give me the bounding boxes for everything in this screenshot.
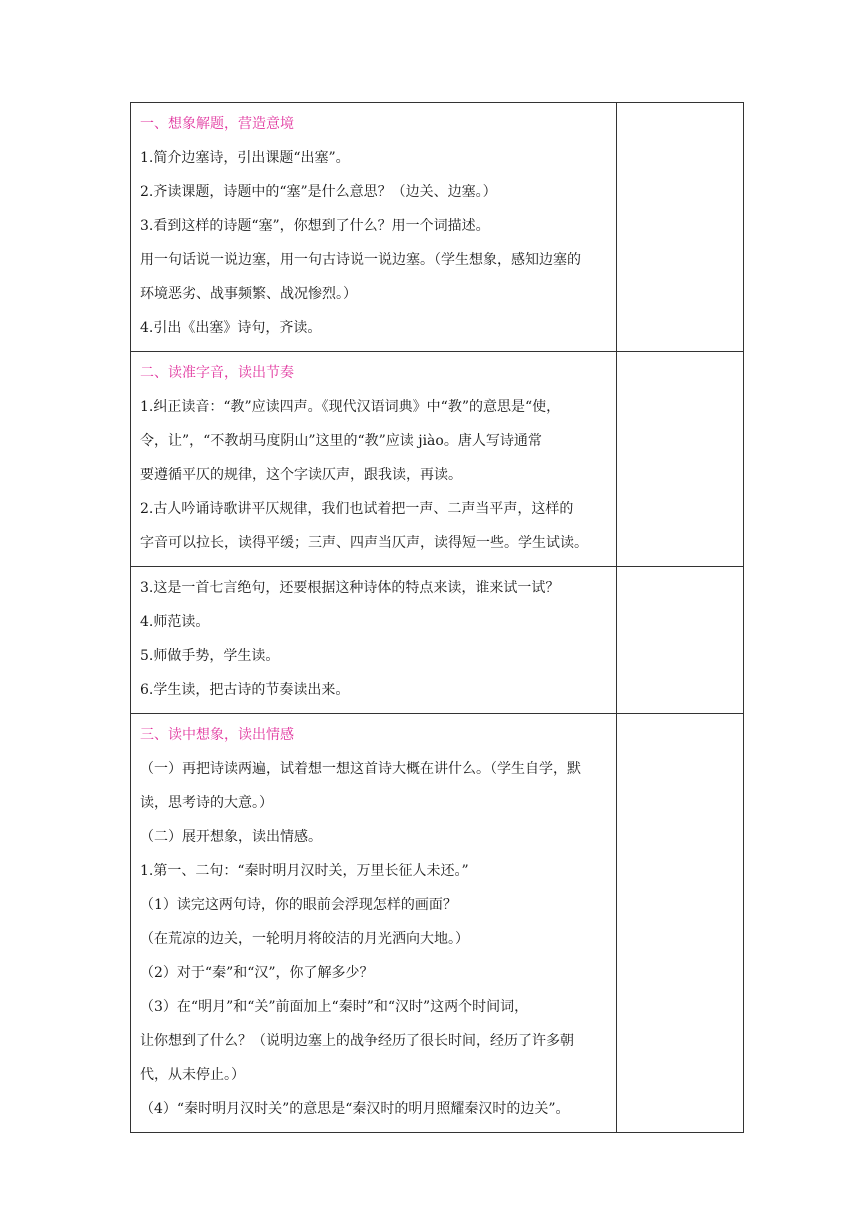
content-line: 4.师范读。: [140, 614, 210, 630]
content-line: （1）读完这两句诗，你的眼前会浮现怎样的画面？: [140, 897, 457, 913]
content-line: （二）展开想象，读出情感。: [140, 829, 322, 845]
content-line: 读，思考诗的大意。）: [140, 795, 273, 811]
content-line: 用一句话说一说边塞，用一句古诗说一说边塞。（学生想象，感知边塞的: [140, 252, 581, 268]
section-content: [131, 714, 617, 1133]
content-line: 3.这是一首七言绝句，还要根据这种诗体的特点来读，谁来试一试？: [140, 580, 560, 596]
content-line: 4.引出《出塞》诗句，齐读。: [140, 320, 322, 336]
section-row: [131, 352, 744, 567]
content-line: 代，从未停止。）: [140, 1067, 245, 1083]
content-line: 1.纠正读音：“教”应读四声。《现代汉语词典》中“教”的意思是“使，: [140, 399, 561, 415]
section-content: [131, 567, 617, 714]
content-line: 5.师做手势，学生读。: [140, 648, 280, 664]
content-line: 1.第一、二句：“秦时明月汉时关，万里长征人未还。”: [140, 863, 469, 879]
section-row: [131, 103, 744, 352]
section-content: [131, 352, 617, 567]
content-line: 字音可以拉长，读得平缓；三声、四声当仄声，读得短一些。学生试读。: [140, 535, 588, 551]
notes-cell: [617, 352, 744, 567]
content-line: 3.看到这样的诗题“塞”，你想到了什么？用一个词描述。: [140, 218, 490, 234]
notes-cell: [617, 567, 744, 714]
content-line: 令，让”，“不教胡马度阴山”这里的“教”应读 jiào。唐人写诗通常: [140, 433, 542, 449]
section-row: [131, 714, 744, 1133]
content-line: （3）在“明月”和“关”前面加上“秦时”和“汉时”这两个时间词，: [140, 999, 529, 1015]
content-line: 2.古人吟诵诗歌讲平仄规律，我们也试着把一声、二声当平声，这样的: [140, 501, 574, 517]
section-row: [131, 567, 744, 714]
content-line: 让你想到了什么？（说明边塞上的战争经历了很长时间，经历了许多朝: [140, 1033, 574, 1049]
content-line: 2.齐读课题，诗题中的“塞”是什么意思？（边关、边塞。）: [140, 184, 497, 200]
content-line: 6.学生读，把古诗的节奏读出来。: [140, 682, 350, 698]
notes-cell: [617, 714, 744, 1133]
lesson-plan-table: [130, 102, 744, 1133]
section-heading: 三、读中想象，读出情感: [140, 727, 294, 743]
notes-cell: [617, 103, 744, 352]
content-line: （一）再把诗读两遍，试着想一想这首诗大概在讲什么。（学生自学，默: [140, 761, 581, 777]
content-line: （2）对于“秦”和“汉”，你了解多少？: [140, 965, 374, 981]
section-heading: 一、想象解题，营造意境: [140, 116, 294, 132]
content-line: 环境恶劣、战事频繁、战况惨烈。）: [140, 286, 357, 302]
content-line: 1.简介边塞诗，引出课题“出塞”。: [140, 150, 350, 166]
section-content: [131, 103, 617, 352]
section-heading: 二、读准字音，读出节奏: [140, 365, 294, 381]
content-line: （4）“秦时明月汉时关”的意思是“秦汉时的明月照耀秦汉时的边关”。: [140, 1101, 570, 1117]
content-line: 要遵循平仄的规律，这个字读仄声，跟我读，再读。: [140, 467, 462, 483]
content-line: （在荒凉的边关，一轮明月将皎洁的月光洒向大地。）: [140, 931, 469, 947]
